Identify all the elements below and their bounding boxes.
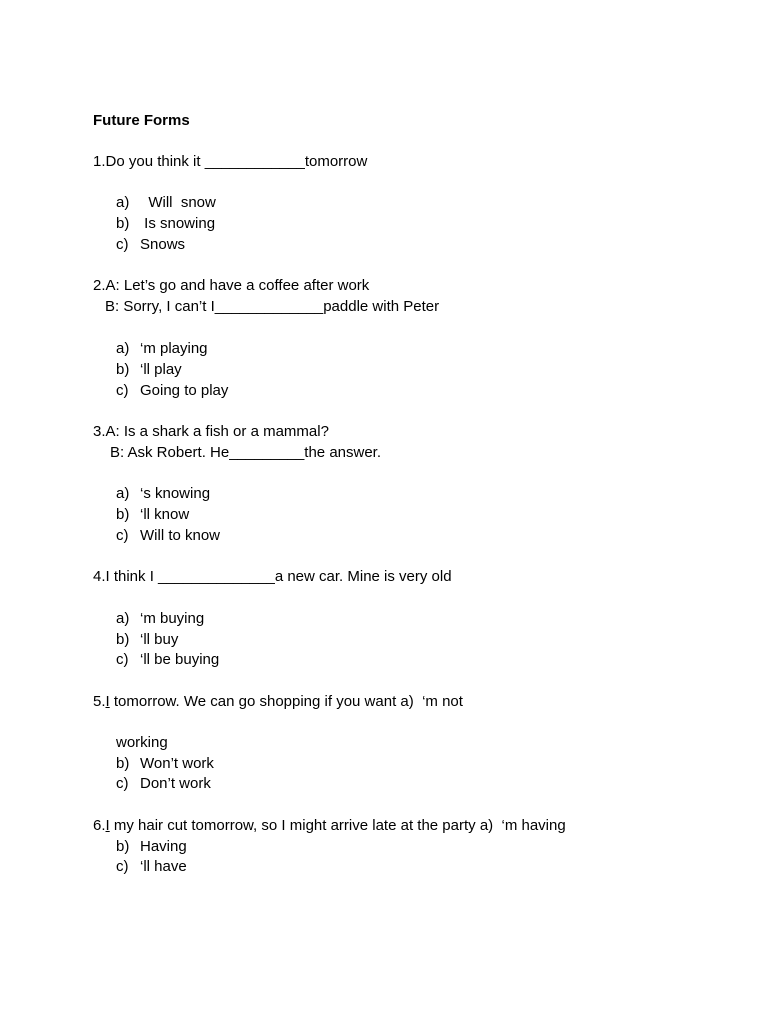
question-1-option-a <box>116 193 216 213</box>
option-text: ‘s knowing <box>140 485 211 502</box>
option-label: c) <box>116 858 129 875</box>
question-5-option-b <box>116 754 214 774</box>
question-2-option-b <box>116 360 182 380</box>
option-text: ‘ll know <box>140 506 190 523</box>
option-text: Snows <box>140 236 186 253</box>
option-text: ‘m buying <box>140 610 205 627</box>
question-2-line-2: B: Sorry, I can’t I_____________paddle with Peter <box>105 298 440 315</box>
option-text: Won’t work <box>140 755 214 772</box>
question-3-option-c <box>116 526 220 546</box>
option-label: b) <box>116 631 130 648</box>
option-text: ‘ll have <box>140 858 187 875</box>
option-label: c) <box>116 651 129 668</box>
question-3-line-2: B: Ask Robert. He_________the answer. <box>110 444 382 461</box>
question-5-stem <box>93 692 463 712</box>
stem-number: 6. <box>93 817 106 834</box>
question-6-stem <box>93 816 566 836</box>
option-text: Don’t work <box>140 775 211 792</box>
page-title: Future Forms <box>93 112 190 129</box>
option-text: ‘ll play <box>140 361 182 378</box>
option-text: Is snowing <box>140 215 216 232</box>
option-label: c) <box>116 775 129 792</box>
option-label: a) <box>116 194 130 211</box>
option-label: b) <box>116 215 130 232</box>
option-text: ‘m playing <box>140 340 208 357</box>
stem-blank-subject: I <box>105 817 110 834</box>
question-2-option-a <box>116 339 208 359</box>
question-5-option-c <box>116 774 211 794</box>
question-4-stem: 4.I think I ______________a new car. Mine is very old <box>93 568 452 585</box>
option-label: b) <box>116 361 130 378</box>
question-3-option-b <box>116 505 189 525</box>
option-text: Going to play <box>140 382 229 399</box>
question-4-option-b <box>116 630 178 650</box>
stem-blank-subject: I <box>105 693 110 710</box>
option-label: c) <box>116 527 129 544</box>
option-label: a) <box>116 485 130 502</box>
question-2-option-c <box>116 381 228 401</box>
option-text: Will to know <box>140 527 221 544</box>
option-label: b) <box>116 506 130 523</box>
question-6-option-b <box>116 837 187 857</box>
stem-rest: my hair cut tomorrow, so I might arrive late at the party a) ‘m having <box>109 817 566 834</box>
question-3-option-a <box>116 484 210 504</box>
option-text: Will snow <box>140 194 216 211</box>
question-3-line-1: 3.A: Is a shark a fish or a mammal? <box>93 423 329 440</box>
stem-number: 5. <box>93 693 106 710</box>
option-text: ‘ll buy <box>140 631 179 648</box>
option-text: ‘ll be buying <box>140 651 220 668</box>
option-label: a) <box>116 340 130 357</box>
option-label: c) <box>116 236 129 253</box>
option-label: a) <box>116 610 130 627</box>
question-1-option-c <box>116 235 185 255</box>
option-label: c) <box>116 382 129 399</box>
question-1-stem: 1.Do you think it ____________tomorrow <box>93 153 368 170</box>
option-label: b) <box>116 755 130 772</box>
question-1-option-b <box>116 214 215 234</box>
question-6-option-c <box>116 857 187 877</box>
option-label: b) <box>116 838 130 855</box>
question-5-option-a-continuation: working <box>116 734 168 751</box>
option-text: Having <box>140 838 187 855</box>
question-4-option-c <box>116 650 219 670</box>
question-4-option-a <box>116 609 204 629</box>
question-2-line-1: 2.A: Let’s go and have a coffee after work <box>93 277 370 294</box>
stem-rest: tomorrow. We can go shopping if you want a) ‘m not <box>109 693 463 710</box>
